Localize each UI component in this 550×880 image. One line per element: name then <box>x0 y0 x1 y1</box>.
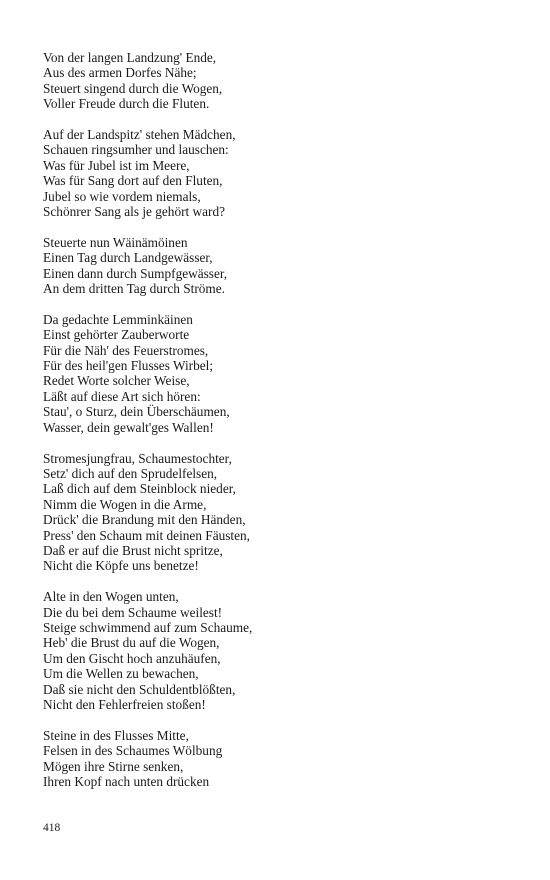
verse-line: Um die Wellen zu bewachen, <box>43 666 199 682</box>
verse-line: Daß sie nicht den Schuldentblößten, <box>43 681 236 697</box>
verse-line: Press' den Schaum mit deinen Fäusten, <box>43 527 250 543</box>
verse-line: Nicht die Köpfe uns benetze! <box>43 558 199 574</box>
verse-line: Laß dich auf dem Steinblock nieder, <box>43 481 236 497</box>
verse-line: Um den Gischt hoch anzuhäufen, <box>43 650 221 666</box>
stanza-5 <box>43 451 513 574</box>
verse-line: Steige schwimmend auf zum Schaume, <box>43 619 253 635</box>
verse-line: Ihren Kopf nach unten drücken <box>43 774 210 789</box>
verse-line: Von der langen Landzung' Ende, <box>43 50 217 65</box>
verse-line: Steuerte nun Wäinämöinen <box>43 234 188 250</box>
verse-line: Setz' dich auf den Sprudelfelsen, <box>43 465 218 481</box>
verse-line: Steuert singend durch die Wogen, <box>43 80 223 96</box>
stanza-2 <box>43 127 513 219</box>
verse-line: Was für Jubel ist im Meere, <box>43 157 190 173</box>
verse-line: Redet Worte solcher Weise, <box>43 373 190 389</box>
verse-line: Steine in des Flusses Mitte, <box>43 727 189 743</box>
verse-line: Daß er auf die Brust nicht spritze, <box>43 542 223 558</box>
verse-line: Für des heil'gen Flusses Wirbel; <box>43 358 214 374</box>
verse-line: Stromesjungfrau, Schaumestochter, <box>43 450 232 466</box>
verse-line: Aus des armen Dorfes Nähe; <box>43 65 197 81</box>
verse-line: Alte in den Wogen unten, <box>43 589 179 605</box>
verse-line: Mögen ihre Stirne senken, <box>43 758 184 774</box>
verse-line: Stau', o Sturz, dein Überschäumen, <box>43 404 230 420</box>
verse-line: Läßt auf diese Art sich hören: <box>43 388 201 404</box>
verse-line: Jubel so wie vordem niemals, <box>43 188 201 204</box>
verse-line: Da gedachte Lemminkäinen <box>43 311 193 327</box>
verse-line: Felsen in des Schaumes Wölbung <box>43 743 223 759</box>
verse-line: Was für Sang dort auf den Fluten, <box>43 173 223 189</box>
verse-line: Für die Näh' des Feuerstromes, <box>43 342 209 358</box>
stanza-6 <box>43 589 513 712</box>
poem-text <box>43 50 513 805</box>
verse-line: An dem dritten Tag durch Ströme. <box>43 281 225 297</box>
verse-line: Einst gehörter Zauberworte <box>43 327 190 343</box>
stanza-1 <box>43 50 513 112</box>
verse-line: Die du bei dem Schaume weilest! <box>43 604 223 620</box>
stanza-4 <box>43 312 513 435</box>
verse-line: Einen Tag durch Landgewässer, <box>43 250 213 266</box>
verse-line: Schönrer Sang als je gehört ward? <box>43 204 226 220</box>
verse-line: Heb' die Brust du auf die Wogen, <box>43 635 220 651</box>
verse-line: Einen dann durch Sumpfgewässer, <box>43 265 228 281</box>
verse-line: Drück' die Brandung mit den Händen, <box>43 512 246 528</box>
verse-line: Nicht den Fehlerfreien stoßen! <box>43 696 206 712</box>
stanza-3 <box>43 235 513 297</box>
stanza-7 <box>43 728 513 790</box>
page-number: 418 <box>43 822 61 834</box>
verse-line: Auf der Landspitz' stehen Mädchen, <box>43 127 236 143</box>
verse-line: Nimm die Wogen in die Arme, <box>43 496 207 512</box>
verse-line: Wasser, dein gewalt'ges Wallen! <box>43 419 214 435</box>
verse-line: Voller Freude durch die Fluten. <box>43 96 210 112</box>
verse-line: Schauen ringsumher und lauschen: <box>43 142 229 158</box>
